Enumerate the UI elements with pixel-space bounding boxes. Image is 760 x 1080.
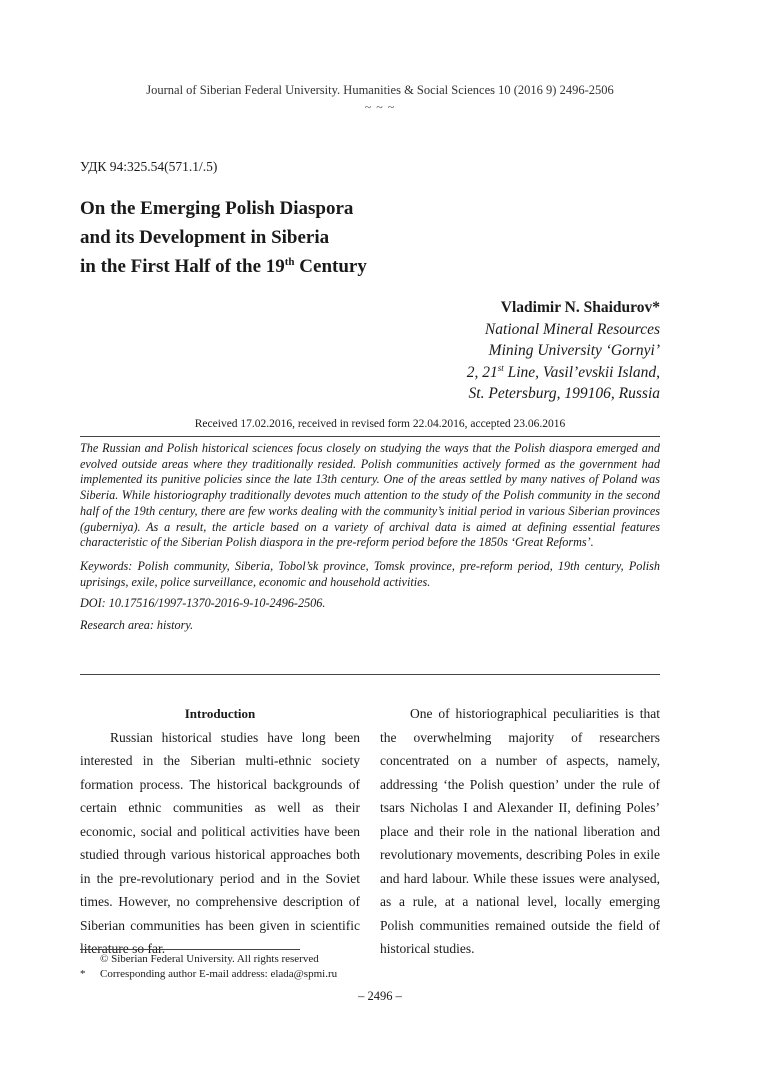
title-line-3-post: Century [294,256,367,277]
page-number: – 2496 – [358,989,402,1003]
abstract-top-rule [80,436,660,437]
abstract-bottom-rule [80,674,660,675]
body-paragraph-right: One of historiographical peculiarities is that the overwhelming majority of researchers concentrated on a number of aspects, namely, addressing ‘the Polish question’ under the rule of tsars Nicholas I and Alexander II, defining Poles’ place and their role in the national liberation and revolutionary movements, describing Poles in exile and hard labour. While these issues were analysed, as a rule, at a national level, locally emerging Polish communities remained outside the field of historical studies. [380,706,660,956]
footnote-rule [80,949,300,950]
affiliation-line-2: Mining University ‘Gornyi’ [488,342,660,359]
abstract-text: The Russian and Polish historical sciences focus closely on studying the ways that the Polish diaspora emerged and evolved outside areas where they traditionally resided. Polish communities actively formed as the government had implemented its punitive policies since the late 13th century. One of the areas settled by many natives of Poland was Siberia. While historiography traditionally devotes much attention to the study of the Polish community in the second half of the 19th century, there are few works dealing with the community’s initial period in various Siberian provinces (guberniya). As a result, the article based on a variety of archival data is aimed at defining essential features characteristic of the Siberian Polish diaspora in the pre-reform period before the 1850s ‘Great Reforms’. [80,441,660,550]
received-dates: Received 17.02.2016, received in revised form 22.04.2016, accepted 23.06.2016 [194,418,566,430]
body-column-left [80,702,360,961]
title-line-1: On the Emerging Polish Diaspora [80,198,354,219]
body-paragraph-left: Russian historical studies have long been interested in the Siberian multi-ethnic society formation process. The historical backgrounds of certain ethnic communities as well as their economic, social and political activities have been studied through various historical approaches both in the pre-revolutionary period and in the Soviet times. However, no comprehensive description of Siberian communities has been given in scientific literature so far. [80,729,360,956]
title-line-3 [80,256,367,277]
doi-link[interactable]: DOI: 10.17516/1997-1370-2016-9-10-2496-2506. [80,596,326,611]
footnote-copyright [80,952,660,967]
author-block [467,297,660,405]
footnotes [80,952,660,982]
title-line-2: and its Development in Siberia [80,227,330,248]
footnote-mark: * [80,968,86,980]
udk-code: УДК 94:325.54(571.1/.5) [80,159,218,174]
article-title [80,194,680,281]
title-line-3-pre: in the First Half of the 19 [80,256,285,277]
corresponding-author: Corresponding author E-mail address: elada@spmi.ru [100,968,338,980]
affiliation-superscript: st [497,362,504,373]
research-area: Research area: history. [80,618,194,633]
keywords: Keywords: Polish community, Siberia, Tobol’sk province, Tomsk province, pre-reform period, 19th century, Polish uprisings, exile, police surveillance, economic and household activities. [80,558,660,589]
journal-header: Journal of Siberian Federal University. Humanities & Social Sciences 10 (2016 9) 2496-2506 [146,83,614,97]
affiliation-line-3 [467,362,660,384]
affiliation-line-4: St. Petersburg, 199106, Russia [468,385,660,402]
abstract-block [80,441,660,640]
footnote-corresponding [80,967,660,982]
copyright-text: © Siberian Federal University. All rights reserved [100,953,319,965]
section-heading-introduction: Introduction [184,706,256,721]
header-separator: ~ ~ ~ [364,100,396,114]
affiliation-line-3-post: Line, Vasil’evskii Island, [503,363,660,381]
author-name: Vladimir N. Shaidurov* [500,299,660,316]
title-superscript: th [284,256,295,268]
body-column-right [380,702,660,961]
affiliation-line-3-pre: 2, 21 [466,363,498,381]
affiliation-line-1: National Mineral Resources [484,320,660,338]
